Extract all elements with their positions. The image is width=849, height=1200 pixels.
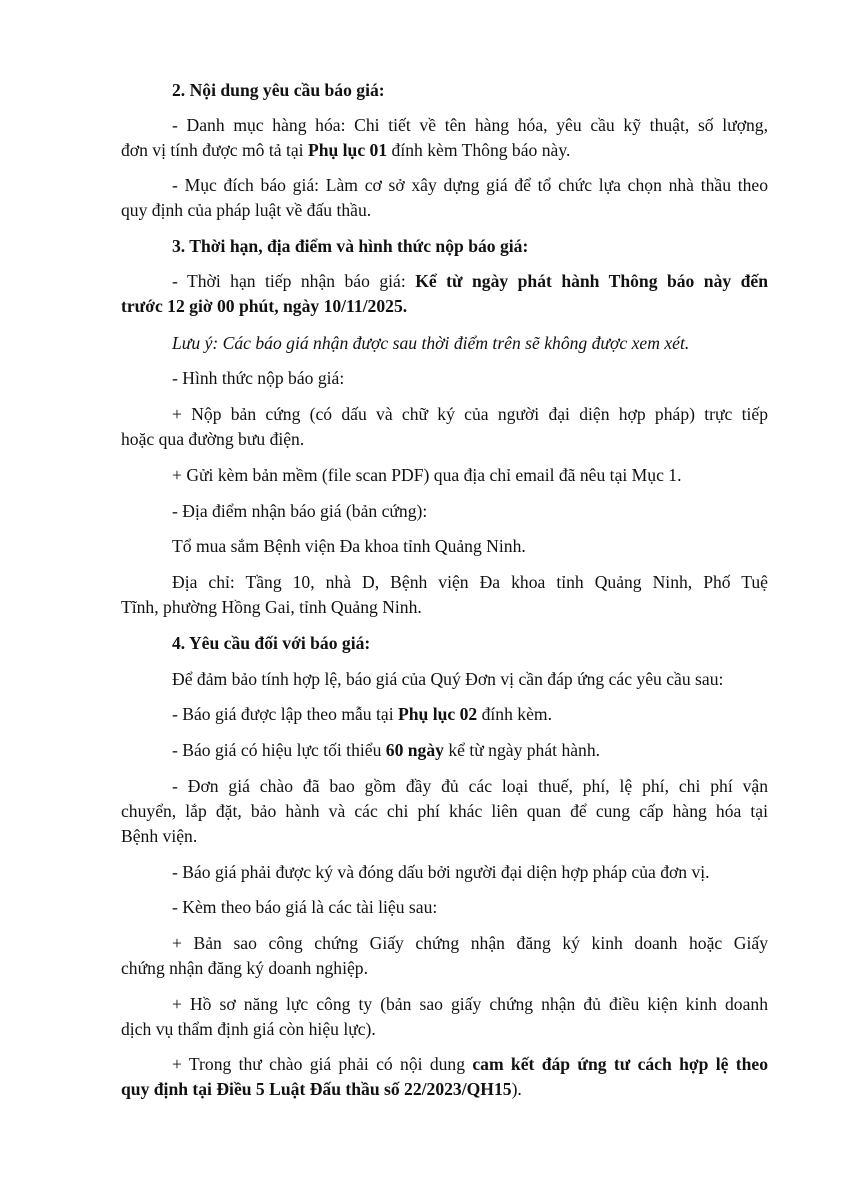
text-line bbox=[121, 138, 768, 163]
text-line bbox=[121, 1077, 768, 1102]
text: - Báo giá có hiệu lực tối thiểu bbox=[172, 740, 386, 760]
text: Tĩnh, phường Hồng Gai, tỉnh Quảng Ninh. bbox=[121, 597, 422, 617]
text-line bbox=[121, 402, 768, 427]
text-line bbox=[121, 427, 768, 452]
text: Địa chỉ: Tầng 10, nhà D, Bệnh viện Đa khoa tỉnh Quảng Ninh, Phố Tuệ bbox=[172, 572, 768, 592]
paragraph-deadline bbox=[121, 269, 768, 319]
paragraph-location bbox=[121, 499, 768, 524]
paragraph-template bbox=[121, 702, 768, 727]
paragraph-company-profile bbox=[121, 992, 768, 1042]
heading-text: 3. Thời hạn, địa điểm và hình thức nộp báo giá: bbox=[172, 236, 529, 256]
text-line bbox=[121, 570, 768, 595]
paragraph-validity-period bbox=[121, 738, 768, 763]
text: + Hồ sơ năng lực công ty (bản sao giấy chứng nhận đủ điều kiện kinh doanh bbox=[172, 994, 768, 1014]
text: Tổ mua sắm Bệnh viện Đa khoa tỉnh Quảng Ninh. bbox=[172, 536, 526, 556]
paragraph-unit-price bbox=[121, 774, 768, 849]
text: kể từ ngày phát hành. bbox=[443, 740, 601, 760]
text-line bbox=[121, 992, 768, 1017]
bold-text: trước 12 giờ 00 phút, ngày 10/11/2025. bbox=[121, 296, 408, 316]
text-line bbox=[121, 931, 768, 956]
text-line bbox=[121, 294, 768, 319]
text: + Trong thư chào giá phải có nội dung bbox=[172, 1054, 473, 1074]
text-line bbox=[121, 1052, 768, 1077]
text: hoặc qua đường bưu điện. bbox=[121, 429, 305, 449]
paragraph-validity-intro bbox=[121, 667, 768, 692]
paragraph-hard-copy bbox=[121, 402, 768, 452]
text: - Mục đích báo giá: Làm cơ sở xây dựng giá để tổ chức lựa chọn nhà thầu theo bbox=[172, 175, 768, 195]
bold-text: Phụ lục 01 bbox=[307, 140, 388, 160]
bold-text: cam kết đáp ứng tư cách hợp lệ theo bbox=[472, 1054, 768, 1074]
paragraph-note bbox=[121, 331, 768, 356]
text: đơn vị tính được mô tả tại bbox=[121, 140, 308, 160]
text-line bbox=[121, 1017, 768, 1042]
paragraph-purpose bbox=[121, 173, 768, 223]
paragraph-signature bbox=[121, 860, 768, 885]
text: + Nộp bản cứng (có dấu và chữ ký của người đại diện hợp pháp) trực tiếp bbox=[172, 404, 768, 424]
text: + Bản sao công chứng Giấy chứng nhận đăng ký kinh doanh hoặc Giấy bbox=[172, 933, 768, 953]
paragraph-business-registration bbox=[121, 931, 768, 981]
text: dịch vụ thẩm định giá còn hiệu lực). bbox=[121, 1019, 376, 1039]
text-line bbox=[121, 824, 768, 849]
text: - Hình thức nộp báo giá: bbox=[172, 368, 345, 388]
heading-text: 2. Nội dung yêu cầu báo giá: bbox=[172, 80, 385, 100]
text: - Danh mục hàng hóa: Chi tiết về tên hàng hóa, yêu cầu kỹ thuật, số lượng, bbox=[172, 115, 768, 135]
bold-text: 60 ngày bbox=[385, 740, 444, 760]
text-line bbox=[121, 956, 768, 981]
text-line bbox=[121, 595, 768, 620]
text: - Thời hạn tiếp nhận báo giá: bbox=[172, 271, 416, 291]
text: - Đơn giá chào đã bao gồm đầy đủ các loại thuế, phí, lệ phí, chi phí vận bbox=[172, 776, 768, 796]
text: đính kèm Thông báo này. bbox=[387, 140, 571, 160]
heading-text: 4. Yêu cầu đối với báo giá: bbox=[172, 633, 371, 653]
text: chứng nhận đăng ký doanh nghiệp. bbox=[121, 958, 368, 978]
text: Bệnh viện. bbox=[121, 826, 198, 846]
text-line bbox=[121, 113, 768, 138]
text: đính kèm. bbox=[477, 704, 552, 724]
bold-text: Kể từ ngày phát hành Thông báo này đến bbox=[415, 271, 768, 291]
paragraph-commitment bbox=[121, 1052, 768, 1102]
text-line bbox=[121, 269, 768, 294]
section-4-heading bbox=[121, 631, 768, 656]
text-line bbox=[121, 799, 768, 824]
text: Để đảm bảo tính hợp lệ, báo giá của Quý Đơn vị cần đáp ứng các yêu cầu sau: bbox=[172, 669, 724, 689]
text: - Báo giá được lập theo mẫu tại bbox=[172, 704, 398, 724]
text-line bbox=[121, 198, 768, 223]
italic-note: Lưu ý: Các báo giá nhận được sau thời điểm trên sẽ không được xem xét. bbox=[172, 333, 690, 353]
text-line bbox=[121, 173, 768, 198]
section-3-heading bbox=[121, 234, 768, 259]
paragraph-procurement-team bbox=[121, 534, 768, 559]
bold-text: quy định tại Điều 5 Luật Đấu thầu số 22/2023/QH15 bbox=[121, 1079, 512, 1099]
paragraph-attachments bbox=[121, 895, 768, 920]
text: - Báo giá phải được ký và đóng dấu bởi người đại diện hợp pháp của đơn vị. bbox=[172, 862, 710, 882]
paragraph-soft-copy bbox=[121, 463, 768, 488]
text: quy định của pháp luật về đấu thầu. bbox=[121, 200, 372, 220]
paragraph-goods-list bbox=[121, 113, 768, 163]
paragraph-submission-method bbox=[121, 366, 768, 391]
paragraph-address bbox=[121, 570, 768, 620]
section-2-heading bbox=[121, 78, 768, 103]
bold-text: Phụ lục 02 bbox=[398, 704, 478, 724]
text: + Gửi kèm bản mềm (file scan PDF) qua địa chỉ email đã nêu tại Mục 1. bbox=[172, 465, 682, 485]
text: chuyển, lắp đặt, bảo hành và các chi phí khác liên quan để cung cấp hàng hóa tại bbox=[121, 801, 768, 821]
text: - Kèm theo báo giá là các tài liệu sau: bbox=[172, 897, 438, 917]
text: ). bbox=[511, 1079, 522, 1099]
text: - Địa điểm nhận báo giá (bản cứng): bbox=[172, 501, 428, 521]
text-line bbox=[121, 774, 768, 799]
